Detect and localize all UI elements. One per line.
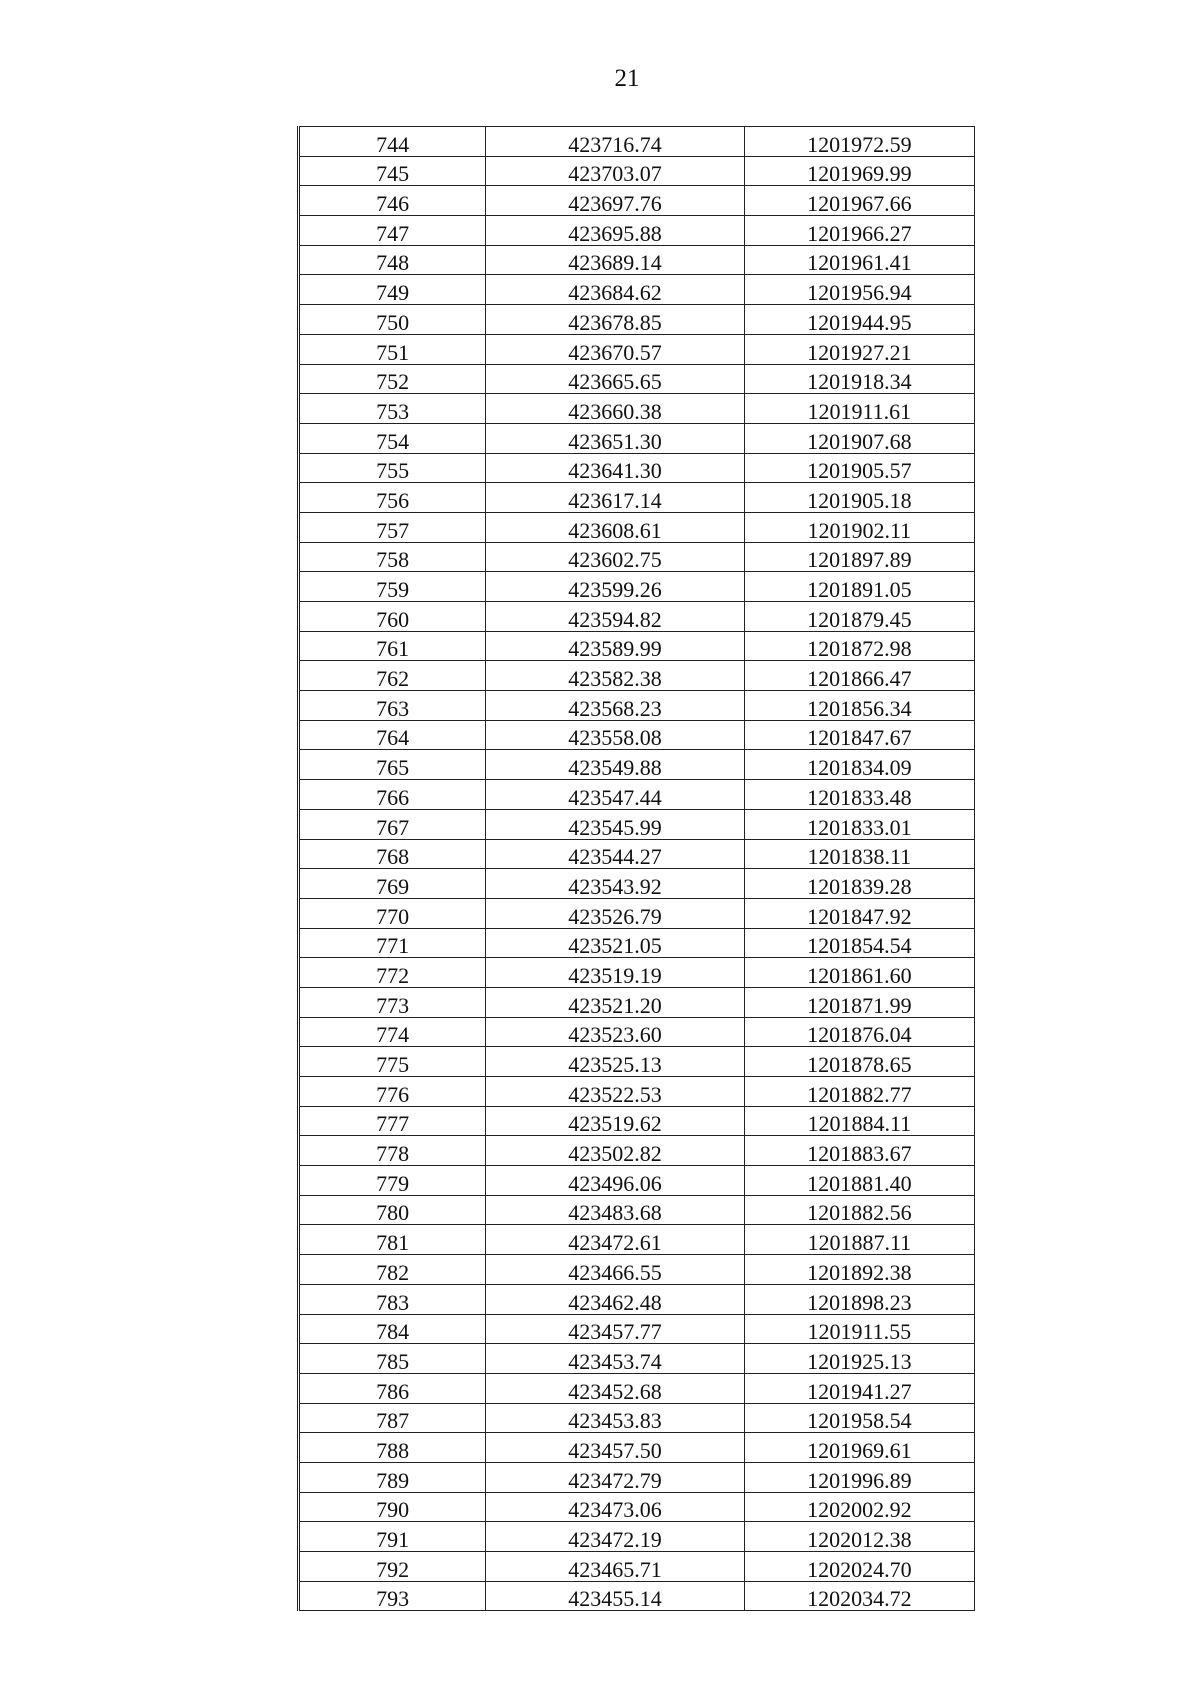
point-number-cell: 745 <box>299 156 486 186</box>
y-coordinate-cell: 1201972.59 <box>744 127 974 157</box>
x-coordinate-cell: 423568.23 <box>486 691 744 721</box>
table-row <box>299 780 975 810</box>
table-row <box>299 750 975 780</box>
x-coordinate-cell: 423547.44 <box>486 780 744 810</box>
x-coordinate-cell: 423678.85 <box>486 305 744 335</box>
table-row <box>299 809 975 839</box>
y-coordinate-cell: 1201967.66 <box>744 186 974 216</box>
x-coordinate-cell: 423521.05 <box>486 928 744 958</box>
point-number-cell: 776 <box>299 1077 486 1107</box>
y-coordinate-cell: 1201969.99 <box>744 156 974 186</box>
point-number-cell: 746 <box>299 186 486 216</box>
point-number-cell: 759 <box>299 572 486 602</box>
x-coordinate-cell: 423519.62 <box>486 1106 744 1136</box>
x-coordinate-cell: 423472.19 <box>486 1522 744 1552</box>
point-number-cell: 753 <box>299 394 486 424</box>
point-number-cell: 747 <box>299 216 486 246</box>
table-row <box>299 275 975 305</box>
x-coordinate-cell: 423483.68 <box>486 1195 744 1225</box>
y-coordinate-cell: 1201854.54 <box>744 928 974 958</box>
table-row <box>299 127 975 157</box>
y-coordinate-cell: 1201872.98 <box>744 631 974 661</box>
table-row <box>299 423 975 453</box>
point-number-cell: 752 <box>299 364 486 394</box>
y-coordinate-cell: 1201911.61 <box>744 394 974 424</box>
y-coordinate-cell: 1201961.41 <box>744 245 974 275</box>
table-row <box>299 1344 975 1374</box>
y-coordinate-cell: 1201876.04 <box>744 1017 974 1047</box>
table-row <box>299 1433 975 1463</box>
x-coordinate-cell: 423526.79 <box>486 898 744 928</box>
point-number-cell: 790 <box>299 1492 486 1522</box>
table-row <box>299 156 975 186</box>
table-row <box>299 216 975 246</box>
x-coordinate-cell: 423457.77 <box>486 1314 744 1344</box>
point-number-cell: 748 <box>299 245 486 275</box>
point-number-cell: 767 <box>299 809 486 839</box>
x-coordinate-cell: 423549.88 <box>486 750 744 780</box>
table-row <box>299 661 975 691</box>
table-row <box>299 839 975 869</box>
table-row <box>299 691 975 721</box>
x-coordinate-cell: 423543.92 <box>486 869 744 899</box>
y-coordinate-cell: 1201847.92 <box>744 898 974 928</box>
point-number-cell: 777 <box>299 1106 486 1136</box>
y-coordinate-cell: 1201902.11 <box>744 512 974 542</box>
x-coordinate-cell: 423452.68 <box>486 1373 744 1403</box>
y-coordinate-cell: 1201866.47 <box>744 661 974 691</box>
table-row <box>299 1077 975 1107</box>
point-number-cell: 779 <box>299 1166 486 1196</box>
x-coordinate-cell: 423617.14 <box>486 483 744 513</box>
point-number-cell: 793 <box>299 1581 486 1611</box>
y-coordinate-cell: 1201958.54 <box>744 1403 974 1433</box>
table-row <box>299 602 975 632</box>
y-coordinate-cell: 1201925.13 <box>744 1344 974 1374</box>
table-row <box>299 512 975 542</box>
x-coordinate-cell: 423697.76 <box>486 186 744 216</box>
point-number-cell: 769 <box>299 869 486 899</box>
y-coordinate-cell: 1201883.67 <box>744 1136 974 1166</box>
table-row <box>299 1492 975 1522</box>
table-row <box>299 453 975 483</box>
x-coordinate-cell: 423545.99 <box>486 809 744 839</box>
y-coordinate-cell: 1201856.34 <box>744 691 974 721</box>
x-coordinate-cell: 423599.26 <box>486 572 744 602</box>
point-number-cell: 758 <box>299 542 486 572</box>
table-row <box>299 305 975 335</box>
x-coordinate-cell: 423689.14 <box>486 245 744 275</box>
point-number-cell: 764 <box>299 720 486 750</box>
x-coordinate-cell: 423670.57 <box>486 334 744 364</box>
y-coordinate-cell: 1201944.95 <box>744 305 974 335</box>
table-row <box>299 1047 975 1077</box>
y-coordinate-cell: 1201833.01 <box>744 809 974 839</box>
y-coordinate-cell: 1201884.11 <box>744 1106 974 1136</box>
table-row <box>299 898 975 928</box>
y-coordinate-cell: 1201847.67 <box>744 720 974 750</box>
y-coordinate-cell: 1201882.56 <box>744 1195 974 1225</box>
x-coordinate-cell: 423453.83 <box>486 1403 744 1433</box>
table-row <box>299 1284 975 1314</box>
point-number-cell: 754 <box>299 423 486 453</box>
point-number-cell: 778 <box>299 1136 486 1166</box>
x-coordinate-cell: 423523.60 <box>486 1017 744 1047</box>
table-row <box>299 483 975 513</box>
table-row <box>299 542 975 572</box>
point-number-cell: 765 <box>299 750 486 780</box>
table-row <box>299 1195 975 1225</box>
point-number-cell: 763 <box>299 691 486 721</box>
table-row <box>299 1314 975 1344</box>
point-number-cell: 787 <box>299 1403 486 1433</box>
point-number-cell: 762 <box>299 661 486 691</box>
point-number-cell: 760 <box>299 602 486 632</box>
y-coordinate-cell: 1201891.05 <box>744 572 974 602</box>
y-coordinate-cell: 1201878.65 <box>744 1047 974 1077</box>
x-coordinate-cell: 423462.48 <box>486 1284 744 1314</box>
table-row <box>299 394 975 424</box>
table-row <box>299 720 975 750</box>
x-coordinate-cell: 423589.99 <box>486 631 744 661</box>
x-coordinate-cell: 423558.08 <box>486 720 744 750</box>
y-coordinate-cell: 1201911.55 <box>744 1314 974 1344</box>
point-number-cell: 774 <box>299 1017 486 1047</box>
x-coordinate-cell: 423695.88 <box>486 216 744 246</box>
point-number-cell: 775 <box>299 1047 486 1077</box>
table-row <box>299 572 975 602</box>
x-coordinate-cell: 423473.06 <box>486 1492 744 1522</box>
point-number-cell: 782 <box>299 1255 486 1285</box>
table-row <box>299 1552 975 1582</box>
x-coordinate-cell: 423660.38 <box>486 394 744 424</box>
y-coordinate-cell: 1201918.34 <box>744 364 974 394</box>
y-coordinate-cell: 1201881.40 <box>744 1166 974 1196</box>
x-coordinate-cell: 423544.27 <box>486 839 744 869</box>
table-row <box>299 1522 975 1552</box>
point-number-cell: 750 <box>299 305 486 335</box>
y-coordinate-cell: 1201871.99 <box>744 987 974 1017</box>
table-row <box>299 186 975 216</box>
x-coordinate-cell: 423522.53 <box>486 1077 744 1107</box>
y-coordinate-cell: 1201882.77 <box>744 1077 974 1107</box>
coordinate-table <box>297 126 975 1611</box>
table-row <box>299 1255 975 1285</box>
y-coordinate-cell: 1201941.27 <box>744 1373 974 1403</box>
point-number-cell: 757 <box>299 512 486 542</box>
table-row <box>299 1581 975 1611</box>
y-coordinate-cell: 1201966.27 <box>744 216 974 246</box>
x-coordinate-cell: 423525.13 <box>486 1047 744 1077</box>
x-coordinate-cell: 423453.74 <box>486 1344 744 1374</box>
point-number-cell: 771 <box>299 928 486 958</box>
point-number-cell: 766 <box>299 780 486 810</box>
table-row <box>299 1136 975 1166</box>
point-number-cell: 788 <box>299 1433 486 1463</box>
y-coordinate-cell: 1201833.48 <box>744 780 974 810</box>
point-number-cell: 791 <box>299 1522 486 1552</box>
table-row <box>299 245 975 275</box>
point-number-cell: 772 <box>299 958 486 988</box>
y-coordinate-cell: 1201861.60 <box>744 958 974 988</box>
point-number-cell: 756 <box>299 483 486 513</box>
y-coordinate-cell: 1201887.11 <box>744 1225 974 1255</box>
table-row <box>299 1106 975 1136</box>
x-coordinate-cell: 423716.74 <box>486 127 744 157</box>
y-coordinate-cell: 1201907.68 <box>744 423 974 453</box>
y-coordinate-cell: 1201839.28 <box>744 869 974 899</box>
table-row <box>299 1403 975 1433</box>
x-coordinate-cell: 423455.14 <box>486 1581 744 1611</box>
point-number-cell: 785 <box>299 1344 486 1374</box>
table-row <box>299 1373 975 1403</box>
table-row <box>299 928 975 958</box>
table-row <box>299 334 975 364</box>
point-number-cell: 768 <box>299 839 486 869</box>
x-coordinate-cell: 423651.30 <box>486 423 744 453</box>
y-coordinate-cell: 1201897.89 <box>744 542 974 572</box>
x-coordinate-cell: 423684.62 <box>486 275 744 305</box>
coordinate-table-body <box>299 127 975 1611</box>
x-coordinate-cell: 423496.06 <box>486 1166 744 1196</box>
x-coordinate-cell: 423472.61 <box>486 1225 744 1255</box>
x-coordinate-cell: 423665.65 <box>486 364 744 394</box>
x-coordinate-cell: 423465.71 <box>486 1552 744 1582</box>
x-coordinate-cell: 423582.38 <box>486 661 744 691</box>
y-coordinate-cell: 1201905.57 <box>744 453 974 483</box>
x-coordinate-cell: 423703.07 <box>486 156 744 186</box>
x-coordinate-cell: 423594.82 <box>486 602 744 632</box>
y-coordinate-cell: 1201834.09 <box>744 750 974 780</box>
y-coordinate-cell: 1201879.45 <box>744 602 974 632</box>
y-coordinate-cell: 1202012.38 <box>744 1522 974 1552</box>
table-row <box>299 958 975 988</box>
table-row <box>299 987 975 1017</box>
y-coordinate-cell: 1201956.94 <box>744 275 974 305</box>
x-coordinate-cell: 423519.19 <box>486 958 744 988</box>
y-coordinate-cell: 1201892.38 <box>744 1255 974 1285</box>
table-row <box>299 364 975 394</box>
table-row <box>299 1166 975 1196</box>
x-coordinate-cell: 423608.61 <box>486 512 744 542</box>
point-number-cell: 770 <box>299 898 486 928</box>
y-coordinate-cell: 1201996.89 <box>744 1462 974 1492</box>
point-number-cell: 744 <box>299 127 486 157</box>
table-row <box>299 1017 975 1047</box>
x-coordinate-cell: 423602.75 <box>486 542 744 572</box>
x-coordinate-cell: 423521.20 <box>486 987 744 1017</box>
y-coordinate-cell: 1201898.23 <box>744 1284 974 1314</box>
x-coordinate-cell: 423466.55 <box>486 1255 744 1285</box>
point-number-cell: 773 <box>299 987 486 1017</box>
table-row <box>299 631 975 661</box>
x-coordinate-cell: 423641.30 <box>486 453 744 483</box>
point-number-cell: 789 <box>299 1462 486 1492</box>
point-number-cell: 781 <box>299 1225 486 1255</box>
table-row <box>299 869 975 899</box>
table-row <box>299 1225 975 1255</box>
point-number-cell: 783 <box>299 1284 486 1314</box>
page-number: 21 <box>614 65 640 92</box>
point-number-cell: 755 <box>299 453 486 483</box>
x-coordinate-cell: 423472.79 <box>486 1462 744 1492</box>
y-coordinate-cell: 1201969.61 <box>744 1433 974 1463</box>
x-coordinate-cell: 423502.82 <box>486 1136 744 1166</box>
point-number-cell: 792 <box>299 1552 486 1582</box>
y-coordinate-cell: 1202024.70 <box>744 1552 974 1582</box>
table-row <box>299 1462 975 1492</box>
x-coordinate-cell: 423457.50 <box>486 1433 744 1463</box>
y-coordinate-cell: 1202002.92 <box>744 1492 974 1522</box>
y-coordinate-cell: 1201905.18 <box>744 483 974 513</box>
point-number-cell: 749 <box>299 275 486 305</box>
point-number-cell: 761 <box>299 631 486 661</box>
y-coordinate-cell: 1201927.21 <box>744 334 974 364</box>
point-number-cell: 784 <box>299 1314 486 1344</box>
point-number-cell: 751 <box>299 334 486 364</box>
y-coordinate-cell: 1202034.72 <box>744 1581 974 1611</box>
y-coordinate-cell: 1201838.11 <box>744 839 974 869</box>
point-number-cell: 780 <box>299 1195 486 1225</box>
point-number-cell: 786 <box>299 1373 486 1403</box>
